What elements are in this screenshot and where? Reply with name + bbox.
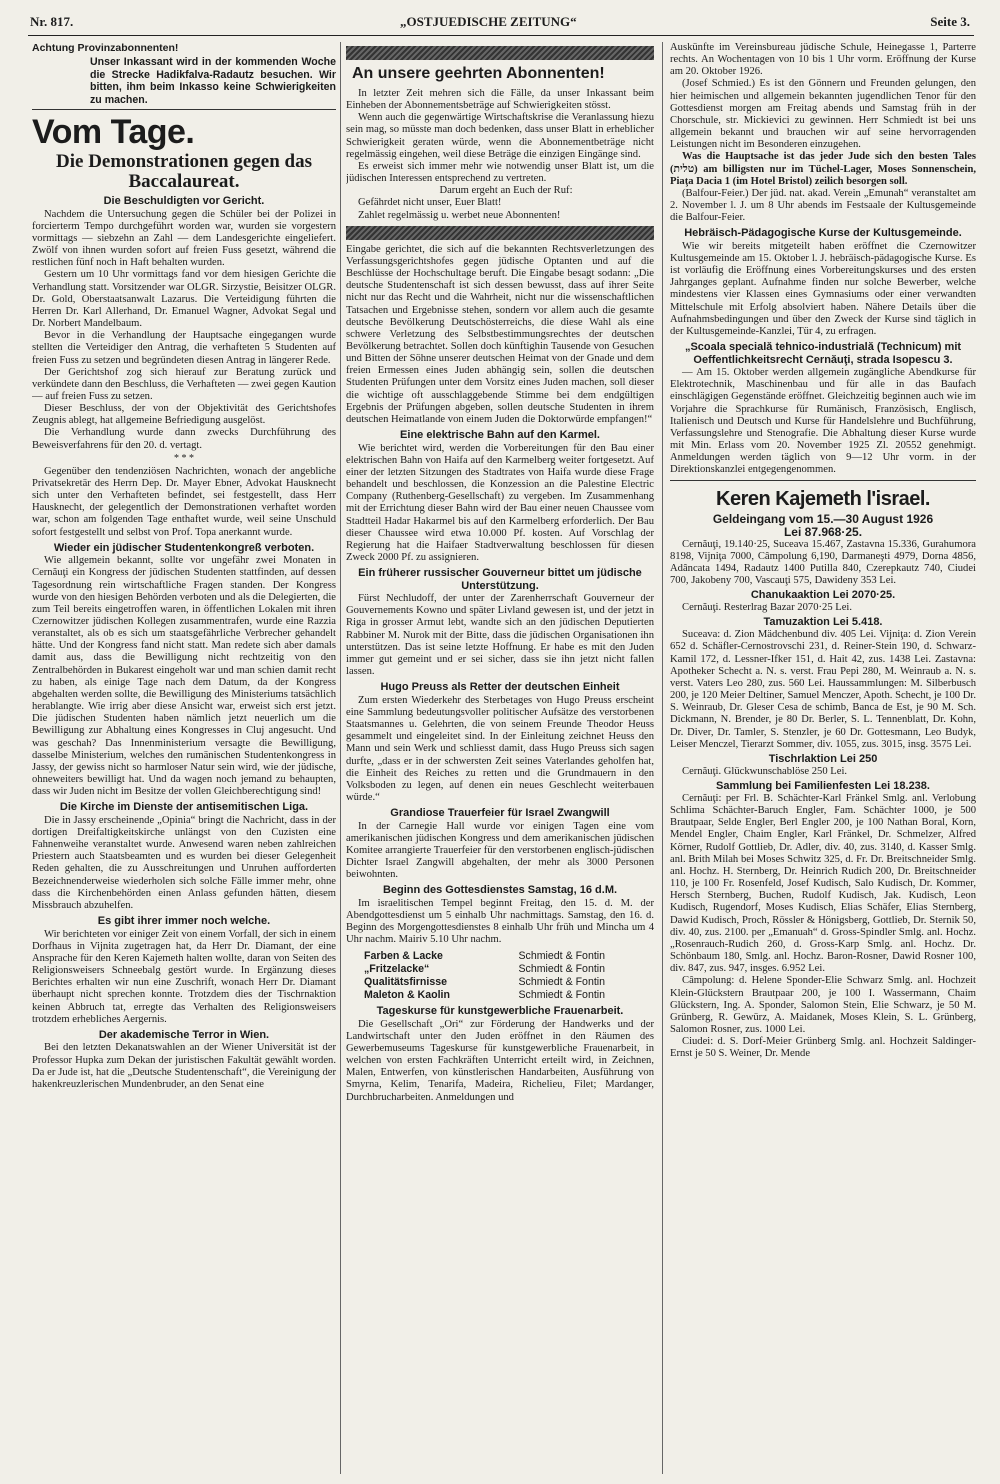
article-heading: Tageskurse für kunstgewerbliche Frauenarbeit. xyxy=(376,1005,624,1018)
paragraph: Wie berichtet wird, werden die Vorbereitungen für den Bau einer elektrischen Bahn von Haifa auf den Karmelberg weiter fortgesetzt. Auf einer der letzten Sitzungen des Stadtrates von Haifa wurde diese Frage behandelt und beschlossen, die Konzession an die Palestine Electric Company (Ruthenberg-Gesellschaft) zu vergeben. Im Zusammenhang mit der Errichtung dieser Bahn wird der Bau einer neuen Chaussee vom Stadtteil Hadar Hakarmel bis auf den Karmelberg erforderlich. Der Bau dieser Chaussee wird etwa 10.000 Pf. kosten. Auf Vorschlag der Regierung hat die Haifaer Stadtverwaltung beschlossen für diesen Zweck 2000 Pf. zu assignieren. xyxy=(346,442,654,563)
paragraph: Wie allgemein bekannt, sollte vor ungefähr zwei Monaten in Cernăuţi ein Kongress der jüdischen Studenten stattfinden, auf dessen Tagesordnung rein wirtschaftliche Fragen standen. Der Kongress wurde von den hiesigen Behörden verboten und als die Delegierten, die zum Teil bereits eingetroffen waren, in öffentlichen Lokalen mit ihren Czernowitzer jüdischen Kollegen zusammentrafen, wurde eine Razzia veranstaltet, als ob es sich um staatsgefährliche Verbrecher gehandelt hätte. Und der Kongress fand nicht statt. Man redete sich aber damals damit aus, dass die Bewilligung nicht rechtzeitig von den Zentralbehörden in Bukarest eingeholt war und man schien damit recht zu haben, als einige Tage nach dem Datum, da der Kongress abgehalten werden sollte, die Bewilligung des Ministeriums tatsächlich herablangte. Wie irrig aber diese Ansicht war, erweist sich erst jetzt. Die jüdischen Studenten haben nämlich jetzt neuerlich um die Bewilligung zur Abhaltung eines Kongresses in Cluj angesucht. Und was geschah? Das Innenministerium versagte die Bewilligung, dasselbe Ministerium, welches den rumänischen Studentenkongress in Jassy, der gewiss nicht so harmloser Natur sein wird, wie der jüdische, ohneweiters bewilligt hat. Und da wagen noch jemand zu behaupten, dass wir Juden nicht im Besitze der vollen Gleichberechtigung sind! xyxy=(32,555,336,798)
kk-subtitle: Geldeingang vom 15.—30 August 1926 xyxy=(712,511,934,526)
paragraph: Darum ergeht an Euch der Ruf: xyxy=(439,185,573,197)
paragraph: Die in Jassy erscheinende „Opinia“ bringt die Nachricht, dass in der dortigen Dreifaltigkeitskirche unlängst von den Cuzisten eine Fahnenweihe veranstaltet wurde. Anwesend waren neben zahlreichen Priestern auch Staatsbeamten und es wurden bei dieser Gelegenheit Reden gehalten, die zu Ausschreitungen und Unruhen aufforderten Bezeichnenderweise wiederholen sich solche Fälle immer mehr, ohne dass die Kirchenbehörden einen Anlass gefunden hätten, diesem Missbrauch abzuhelfen. xyxy=(32,814,336,911)
keren-kajemeth-title: Keren Kajemeth l'israel. xyxy=(716,487,930,510)
section-heading: Chanukaaktion Lei 2070·25. xyxy=(750,589,896,602)
header-rule xyxy=(28,35,974,36)
column-left xyxy=(32,42,336,1474)
page-header xyxy=(30,14,970,34)
paragraph: Was die Hauptsache ist das jeder Jude sich den besten Tales (טלית) am billigsten nur im Tüchel-Lager, Moses Sonnenschein, Piaţa Dacia 1 (im Hotel Bristol) zeilich besorgen soll. xyxy=(670,151,976,187)
paragraph: (Josef Schmied.) Es ist den Gönnern und Freunden gelungen, den hier heimischen und allgemein bekannten jugendlichen Tenor für den Gottesdienst morgen am Freitag abends und Samstag früh in der Chorschule, str. Mickievici zu gewinnen. Herr Schmiedt ist bei uns allgemein bekannt und brauchen wir auf seine hervorragenden Leistungen nicht im Besonderen einzugehen. xyxy=(670,78,976,151)
advertisement xyxy=(346,950,654,1003)
article-heading: Wieder ein jüdischer Studentenkongreß verboten. xyxy=(53,541,315,554)
section-heading: Tischrlaktion Lei 250 xyxy=(768,752,878,765)
paragraph: Es erweist sich immer mehr wie notwendig unser Blatt ist, um die jüdischen Interessen entsprechend zu vertreten. xyxy=(346,160,654,185)
paragraph: Eingabe gerichtet, die sich auf die bekannten Rechtsverletzungen des Verfassungsgerichtshofes gegen jüdische Optanten und auf die Beschlüsse der Hochschultage beruft. Die Eingabe besagt sodann: „Die deutsche Studentenschaft ist sich dessen bewusst, dass auf ihrer Seite nicht nur das Recht und die Wahrheit, nicht nur die wissenschaftlichen Tatsachen und Ergebnisse stehen, sondern vor allem auch die gesamte deutsche Bevölkerung Deutschösterreichs, die diese Wahl als eine schwere Verletzung des Selbstbestimmungsrechtes der deutschen Bevölkerung betrachtet. Sollen doch künftighin Tausende von Gesuchen und Bitten der Söhne unserer deutschen Heimat von der Gnade und dem freien Ermessen eines Juden abhängig sein, sollen die deutschen Studenten Prüfungen unter dem Vorsitz eines Juden machen, soll dieser die wichtige oft ausschlaggebende Stimme bei dem endgültigen Ergebnis der Prüfungen abgeben, sollen deutsche Studenten in ihrem deutschen Heimatlande von einem Juden die Doktorwürde empfangen!“ xyxy=(346,243,654,425)
hatched-bar xyxy=(346,226,654,240)
paragraph: Cernăuţi: per Frl. B. Schächter-Karl Fränkel Smlg. anl. Verlobung Schlima Schächter-Baruch Engler, Fam. Schächter 1000, je 500 Brautpaar, Selde Engler, Berl Engler 200, je 100 Nathan Boral, Korn, Mendel Engler, Chaim Engler, Karl Fränkel, Dr. Schmelzer, Alfred Körner, Rudolf Gottlieb, Dr. Adler, div. 40, zus. 3140, d. Kasser Smlg. anl. Brith Milah bei Moses Schwitz 325, d. Fr. Dr. Breitschneider Smlg. anl. Hochz. H. Sternberg, Dr. Heinrich Rudich 200, Dr. Breitschneider 110, je 100 Fr. Rosenfeld, Josef Kudisch, Salo Kudisch, Dr. Kommer, Hersch Sternberg, Buchen, Rudolf Kudisch, Jak. Kudisch, Leon Kudisch, Rugendorf, Moses Kudisch, Elias Schäfer, Elias Sternberg, Dawid Kudisch, Proch, Rössler & Hönigsberg, Gottlieb, Dr. Sternik 50, div. 40, zus. 2100. per „Emanuah“ d. Gross-Spindler Smlg. anl. Hochz. „Rosenrauch-Rudich 260, d. Gross-Karp Smlg. anl. Hochz. Dr. Schönbaum 180, Smlg. anl. Hochz. Baron-Rosner, Dawid Rosner 100, div. 847, zus. 947, insges. 6.952 Lei. xyxy=(670,793,976,975)
ad-row: Qualitätsfirnisse Schmiedt & Fontin xyxy=(364,975,606,988)
separator-stars: * * * xyxy=(174,452,194,464)
paragraph: Câmpolung: d. Helene Sponder-Elie Schwarz Smlg. anl. Hochzeit Klein-Glückstern Brautpaar 200, je 100 I. Wassermann, Chaim Glückstern, Ing. A. Sponder, Salomon Stein, Elie Schwarz, je 50 M. Grünberg, R. Gewürz, A. Maidanek, Moses Klein, S. L. Grünberg, Salomon Rosner, zus. 1000 Lei. xyxy=(670,975,976,1035)
section-heading: Tamuzaktion Lei 5.418. xyxy=(763,616,883,629)
paragraph: Wie wir bereits mitgeteilt haben eröffnet die Czernowitzer Kultusgemeinde am 15. Oktober l. J. hebräisch-pädagogische Kurse. Es ist vorläufig die Eröffnung eines Vorbereitungskurses und des ersten Jahrganges geplant. Aufnahme finden nur solche Bewerber, welche mindestens vier Klassen eines Gymnasiums oder einer verwandten Mittelschule mit Erfolg absolviert haben. Nähere Details über die Aufnahmsbedingungen und über den Zweck der Kurse sind täglich in der Kultusgemeinde-Kanzlei, Tür 4, zu erfragen. xyxy=(670,240,976,337)
ad-row: Farben & Lacke Schmiedt & Fontin xyxy=(364,949,606,962)
paragraph: Ciudei: d. S. Dorf-Meier Grünberg Smlg. anl. Hochzeit Saldinger-Ernst je 50 S. Weiner, Dr. Mende xyxy=(670,1036,976,1060)
paragraph: Suceava: d. Zion Mädchenbund div. 405 Lei. Vijniţa: d. Zion Verein 652 d. Schäfler-Cernostrovschi 231, d. Reiner-Stein 190, d. Schwarz-Kamil 172, d. Lessner-Ifker 151, d. Hait 42, zus. 1438 Lei. Zastavna: Apotheker Schecht a. N. s. verst. Frau Pepi 280, M. Weinraub a. N. s. verst. Vaters Leo 280, zus. 560 Lei. Haussammlungen: M. Silberbusch 200, je 120 Meier Deltiner, Samuel Menczer, Apoth. Schecht, je 100 Dr. S. Weinraub, Dr. Gleser Cesa de schimb, Banca de Est, je 90 M. Sch. Dickmann, N. Brender, je 80 Dr. Berler, S. L. Tennenblatt, Dr. Kohn, Dr. Diver, Dr. Tamler, S. Stenzler, je 60 Dr. Gottesmann, Leo Budyk, Leiser Menczel, Tierarzt Sommer, div. 1055, zus. 3015, insg. 3575 Lei. xyxy=(670,629,976,750)
paragraph: Der Gerichtshof zog sich hierauf zur Beratung zurück und verkündete dann den Beschluss, die Verhafteten — zwei gegen Kaution — auf freien Fuss zu setzen. xyxy=(32,366,336,402)
subheadline: Die Beschuldigten vor Gericht. xyxy=(103,195,265,208)
paragraph: Zum ersten Wiederkehr des Sterbetages von Hugo Preuss erscheint eine Sammlung bedeutungsvoller politischer Aufsätze des verstorbenen Staatsmannes u. Gelehrten, die von seinem Freunde Theodor Heuss gesammelt und eingeleitet sind. In der Einleitung zeichnet Heuss den Mann und sein Werk und schliesst damit, dass Hugo Preuss sich sagen durfte, „dass er in der schwersten Zeit seines Vaterlandes geholfen hat, die Einheit des Reiches zu retten und die Grundmauern in den Volksboden zu legen, auf denen ein neues Geschlecht weiterbauen würde.“ xyxy=(346,694,654,803)
notice-title: Achtung Provinzabonnenten! xyxy=(32,42,179,54)
section-title: Vom Tage. xyxy=(32,113,195,152)
divider xyxy=(32,109,336,110)
paragraph: Wenn auch die gegenwärtige Wirtschaftskrise die Veranlassung hiezu sein mag, so müsste man doch bedenken, dass unser Blatt in erheblicher Schwierigkeit geraten würde, wenn die Abonnementbeträge nicht regelmässig eingehen, weil diese Beträge die einzigen Eingänge sind. xyxy=(346,112,654,160)
column-right xyxy=(670,42,976,1474)
paragraph: Bevor in die Verhandlung der Hauptsache eingegangen wurde stellten die Verteidiger den Antrag, die verhafteten 5 Studenten auf freien Fuss zu setzen und begründeten diesen Antrag in längerer Rede. xyxy=(32,330,336,366)
article-heading: „Scoala specială tehnico-industrială (Technicum) mit Oeffentlichkeitsrecht Cernăuţi, strada Isopescu 3. xyxy=(684,341,962,366)
article-heading: Grandiose Trauerfeier für Israel Zwangwill xyxy=(390,807,610,820)
column-middle xyxy=(346,42,654,1474)
section-heading: Sammlung bei Familienfesten Lei 18.238. xyxy=(716,780,930,792)
page-number: Nr. 817. xyxy=(30,14,74,29)
paragraph: Cernăuţi. Resterlrag Bazar 2070·25 Lei. xyxy=(682,602,853,614)
divider xyxy=(670,480,976,481)
ad-row: Maleton & Kaolin Schmiedt & Fontin xyxy=(364,989,606,1001)
paragraph: — Am 15. Oktober werden allgemein zugängliche Abendkurse für Elektrotechnik, Maschinenbau und für alle in das Baufach einschlägigen Gegenstände eröffnet. Gleichzeitig beginnen auch wie im Vorjahre die Sprachkurse für Rumänisch, Französisch, Englisch, Italienisch und Deutsch und Kurse für Handelslehre und Buchführung, Verfassungslehre und Stenografie. Die Abhaltung dieser Kurse wurde mit Min. Erlass vom 20. November 1925 Zl. 20552 genehmigt. Anmeldungen werden täglich von 9—12 Uhr vorm. in der Direktionskanzlei entgegengenommen. xyxy=(670,367,976,476)
column-divider xyxy=(340,42,341,1474)
paragraph: In der Carnegie Hall wurde vor einigen Tagen eine vom amerikanischen jüdischen Kongress und dem amerikanischen jüdischen Komitee arrangierte Trauerfeier für den verstorbenen englisch-jüdischen Dichter Israel Zangwill abgehalten, der mehr als 3000 Personen beiwohnten. xyxy=(346,820,654,881)
page-label: Seite 3. xyxy=(930,14,970,29)
notice-text: Unser Inkassant wird in der kommenden Woche die Strecke Hadikfalva-Radautz besuchen. Wir bitten, ihm beim Inkasso keine Schwierigkeiten zu machen. xyxy=(90,56,336,106)
paragraph: Zahlet regelmässig u. werbet neue Abonnenten! xyxy=(358,209,561,221)
article-heading: Hugo Preuss als Retter der deutschen Einheit xyxy=(380,681,620,694)
ad-row: „Fritzelacke“ Schmiedt & Fontin xyxy=(364,962,606,975)
paragraph: Wir berichteten vor einiger Zeit von einem Vorfall, der sich in einem Dorfhaus in Vijnita zugetragen hat, da Herr Dr. Diamant, der eine Ansprache für den Keren Kajemeth halten wollte, daran von Seiten des Religionsweisers Schneebalg gestört wurde. In Ergänzung dieses Berichtes erhalten wir nun eine Zuschrift, wonach Herr Dr. Diamant überhaupt nicht sprechen konnte. Trotzdem dies der Tischrnaktion keinen Abbruch tat, erregte das Verhalten des Religionsweisers trotzdem erhebliches Aergernis. xyxy=(32,928,336,1025)
article-heading: Die Kirche im Dienste der antisemitischen Liga. xyxy=(59,801,309,814)
column-divider xyxy=(662,42,663,1474)
paragraph: Dieser Beschluss, der von der Objektivität des Gerichtshofes Zeugnis ablegt, hat allgemeine Befriedigung ausgelöst. xyxy=(32,403,336,427)
article-heading: Es gibt ihrer immer noch welche. xyxy=(97,915,271,928)
newspaper-title: „OSTJUEDISCHE ZEITUNG“ xyxy=(400,14,577,29)
paragraph: Gegenüber den tendenziösen Nachrichten, wonach der angebliche Privatsekretär des Herrn Dep. Dr. Mayer Ebner, Advokat Hausknecht sich unter den Verhafteten befindet, sei festgestellt, dass Herr Hausknecht, der gelegentlich der Demonstrationen verhaftet worden war, schon am folgenden Tage enthaftet wurde, weil seine Unschuld sofort festgestellt und selbst von Prof. Topa anerkannt wurde. xyxy=(32,465,336,538)
kk-total: Lei 87.968·25. xyxy=(783,524,863,539)
paragraph: Die Gesellschaft „Ori“ zur Förderung der Handwerks und der Landwirtschaft unter den Juden eröffnet in den Räumen des Gewerbemuseums Tageskurse für kunstgewerbliche Frauenarbeit, in welchen von ersten Fachkräften Unterricht erteilt wird, in Zeichnen, Malen, Entwerfen, von künstlerischen Handarbeiten, Ausführung von Smyrna, Kelim, Tenarifa, Madeira, Richelieu, Filet; Mardanger, Durchbrucharbeiten. Anmeldungen und xyxy=(346,1018,654,1103)
article-heading: Der akademische Terror in Wien. xyxy=(98,1028,270,1041)
paragraph: Gestern um 10 Uhr vormittags fand vor dem hiesigen Gerichte die Verhandlung statt. Vorsitzender war OLGR. Sirzystie, Beisitzer OLGR. Dr. Gold, Oberstaatsanwalt Lazarus. Die Verteidigung führten die Herren Dr. Karl Allerhand, Dr. Emanuel Wagner, Advokat Segal und Dr. Norbert Mandelbaum. xyxy=(32,269,336,330)
article-heading: Hebräisch-Pädagogische Kurse der Kultusgemeinde. xyxy=(684,227,962,240)
article-heading: Ein früherer russischer Gouverneur bittet um jüdische Unterstützung. xyxy=(358,567,642,592)
paragraph: Bei den letzten Dekanatswahlen an der Wiener Universität ist der Professor Hupka zum Dekan der juristischen Fakultät gewählt worden. Da er Jude ist, hat die „Deutsche Studentenschaft“, die Vereinigung der hakenkreuzlerischen Mundenbruder, an den Senat eine xyxy=(32,1042,336,1090)
paragraph: Gefährdet nicht unser, Euer Blatt! xyxy=(358,197,502,209)
article-heading: Eine elektrische Bahn auf den Karmel. xyxy=(400,429,600,442)
hatched-bar xyxy=(346,46,654,60)
paragraph: Die Verhandlung wurde dann zwecks Durchführung des Beweisverfahrens für den 20. d. vertagt. xyxy=(32,427,336,451)
paragraph: Fürst Nechludoff, der unter der Zarenherrschaft Gouverneur der Gouvernements Kowno und später Livland gewesen ist, und der jetzt in Riga in grosser Armut lebt, wandte sich an den jüdischen Deputierten Rabbiner M. Nurok mit der Bitte, dass die jüdischen Organisationen ihn unterstützen. Das ist seine letzte Hoffnung. Er habe es mit den Juden immer gut gemeint und er sei sicher, dass sie ihn jetzt nicht fallen lassen. xyxy=(346,593,654,678)
article-heading: Beginn des Gottesdienstes Samstag, 16 d.M. xyxy=(382,884,618,897)
paragraph: Cernăuţi. Glückwunschablöse 250 Lei. xyxy=(682,765,848,777)
paragraph: (Balfour-Feier.) Der jüd. nat. akad. Verein „Emunah“ veranstaltet am 2. November l. J. um 8 Uhr abends im Festsaale der Kultusgemeinde die Balfour-Feier. xyxy=(670,187,976,224)
subscriber-banner-title: An unsere geehrten Abonnenten! xyxy=(352,65,605,82)
paragraph: In letzter Zeit mehren sich die Fälle, da unser Inkassant beim Einheben der Abonnementsbeträge auf Schwierigkeiten stösst. xyxy=(346,88,654,112)
paragraph: Nachdem die Untersuchung gegen die Schüler bei der Polizei in forcierterm Tempo durchgeführt worden war, wurden sie vorgestern vormittags — siebzehn an Zahl — dem Landesgerichte eingeliefert. Zwölf von ihnen wurden sofort auf freien Fuss gesetzt, während die restlichen fünf noch in Haft behalten wurden. xyxy=(32,208,336,269)
headline: Die Demonstrationen gegen das Baccalaureat. xyxy=(56,151,312,193)
paragraph: Cernăuţi, 19.140·25, Suceava 15.467, Zastavna 15.336, Gurahumora 8198, Vijniţa 7000, Câmpolung 6,190, Darmaneşti 4979, Dorna 4856, Adâncata 1494, Radautz 1400 Putilla 840, Czerepkautz 740, Ciudei 700, Jakobeny 700, Vascauţi 575, Dawideny 353 Lei. xyxy=(670,538,976,586)
paragraph: Im israelitischen Tempel beginnt Freitag, den 15. d. M. der Abendgottesdienst um 5 einhalb Uhr nachmittags. Samstag, den 16. d. Beginn des Morgengottesdienstes 8 einhalb Uhr früh und Mincha um 4 Uhr nachm. Mairiv 5.10 Uhr nachm. xyxy=(346,897,654,946)
paragraph: Auskünfte im Vereinsbureau jüdische Schule, Heinegasse 1, Parterre rechts. An Wochentagen von 10 bis 1 Uhr vorm. Eröffnung der Kurse am 20. Oktober 1926. xyxy=(670,42,976,78)
